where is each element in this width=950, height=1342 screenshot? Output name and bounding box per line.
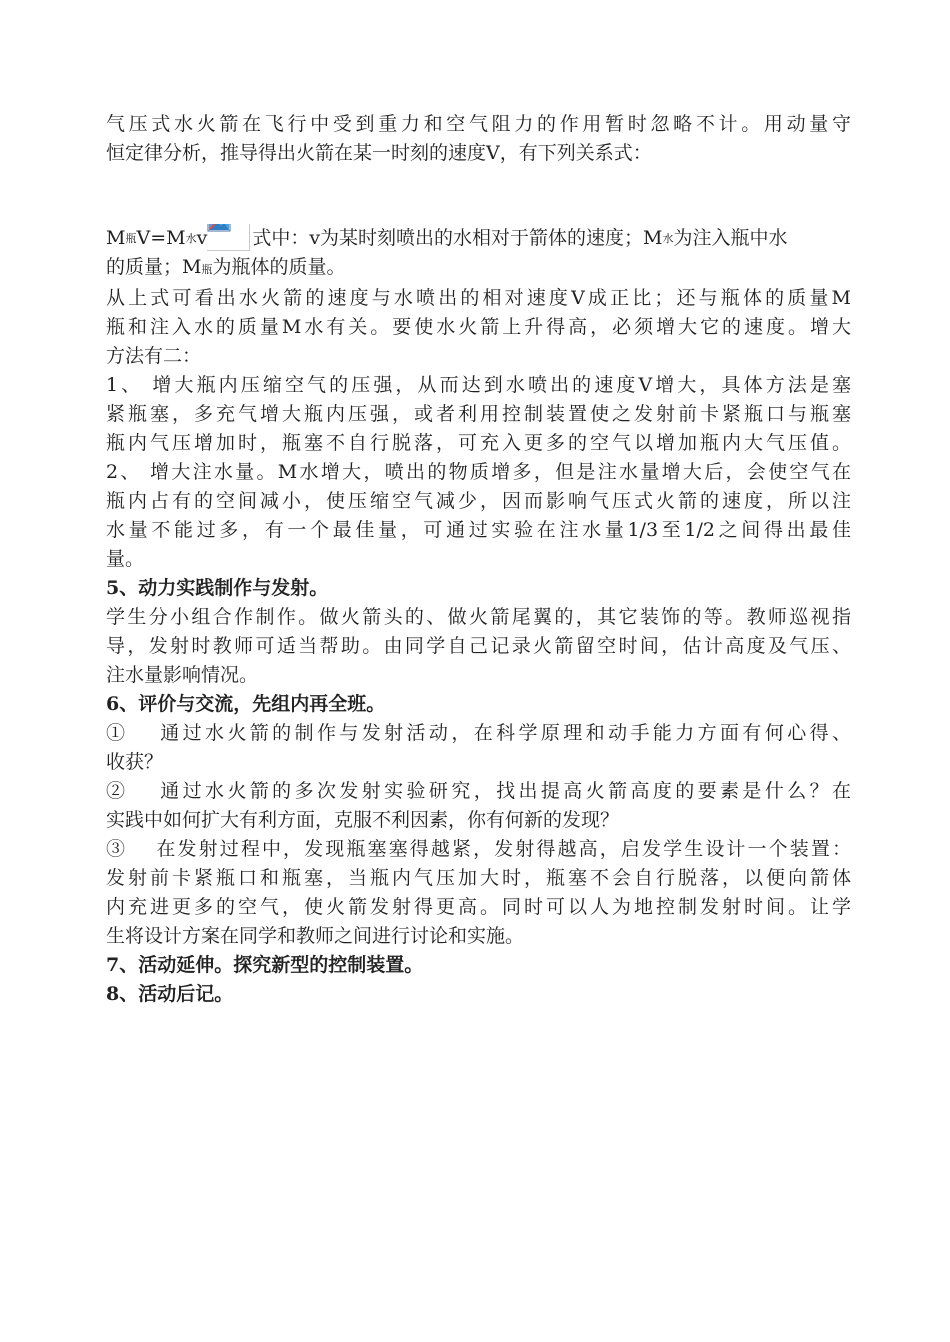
formula-line-2 [106,253,851,284]
text-span: 的质量；M [106,256,202,278]
section6-line: ① 通过水火箭的制作与发射活动，在科学原理和动手能力方面有何心得、 [106,722,851,744]
section6-line: 收获？ [106,751,164,773]
para-line: 1、 增大瓶内压缩空气的压强，从而达到水喷出的速度V增大，具体方法是塞 [106,374,851,396]
subscript-water: 水 [662,232,674,245]
section-heading-6: 6、评价与交流，先组内再全班。 [106,693,386,715]
para-line: 瓶和注入水的质量M水有关。要使水火箭上升得高，必须增大它的速度。增大 [106,316,851,338]
formula-v: v [196,227,208,249]
broken-image-icon [207,224,250,251]
formula-explanation: 式中：v为某时刻喷出的水相对于箭体的速度；M [252,227,663,249]
document-body [106,110,851,1009]
section6-line: 发射前卡紧瓶口和瓶塞，当瓶内气压加大时，瓶塞不会自行脱落，以便向箭体 [106,867,851,889]
section5-line: 学生分小组合作制作。做火箭头的、做火箭尾翼的，其它装饰的等。教师巡视指 [106,606,851,628]
section5-line: 注水量影响情况。 [106,664,259,686]
para-line: 从上式可看出水火箭的速度与水喷出的相对速度V成正比；还与瓶体的质量M [106,287,851,309]
section6-line: 实践中如何扩大有利方面，克服不利因素，你有何新的发现？ [106,809,620,831]
section6-line: 内充进更多的空气，使火箭发射得更高。同时可以人为地控制发射时间。让学 [106,896,851,918]
intro-line: 气压式水火箭在飞行中受到重力和空气阻力的作用暂时忽略不计。用动量守 [106,113,851,135]
para-line: 2、 增大注水量。M水增大，喷出的物质增多，但是注水量增大后，会使空气在 [106,461,851,483]
para-line: 瓶内占有的空间减小，使压缩空气减少，因而影响气压式火箭的速度，所以注 [106,490,851,512]
subscript-water: 水 [185,232,197,245]
section5-line: 导，发射时教师可适当帮助。由同学自己记录火箭留空时间，估计高度及气压、 [106,635,851,657]
para-line: 瓶内气压增加时，瓶塞不自行脱落，可充入更多的空气以增加瓶内大气压值。 [106,432,851,454]
section-heading-5: 5、动力实践制作与发射。 [106,577,329,599]
section6-line: 生将设计方案在同学和教师之间进行讨论和实施。 [106,925,525,947]
formula-explanation: 为注入瓶中水 [673,227,788,249]
formula-m: M [106,227,126,249]
subscript-bottle: 瓶 [125,232,137,245]
blank-space [106,168,851,224]
para-line: 量。 [106,548,145,570]
para-line: 水量不能过多，有一个最佳量，可通过实验在注水量1/3至1/2之间得出最佳 [106,519,851,541]
section6-line: ③ 在发射过程中，发现瓶塞塞得越紧，发射得越高，启发学生设计一个装置： [106,838,851,860]
para-line: 方法有二： [106,345,202,367]
para-line: 紧瓶塞，多充气增大瓶内压强，或者利用控制装置使之发射前卡紧瓶口与瓶塞 [106,403,851,425]
intro-line: 恒定律分析，推导得出火箭在某一时刻的速度V，有下列关系式： [106,142,652,164]
formula-line [106,224,851,253]
text-span: 为瓶体的质量。 [212,256,346,278]
subscript-bottle: 瓶 [201,263,213,276]
section-heading-7: 7、活动延伸。探究新型的控制装置。 [106,954,424,976]
section-heading-8: 8、活动后记。 [106,983,234,1005]
section6-line: ② 通过水火箭的多次发射实验研究，找出提高火箭高度的要素是什么？在 [106,780,851,802]
formula-eq: V=M [136,227,186,249]
